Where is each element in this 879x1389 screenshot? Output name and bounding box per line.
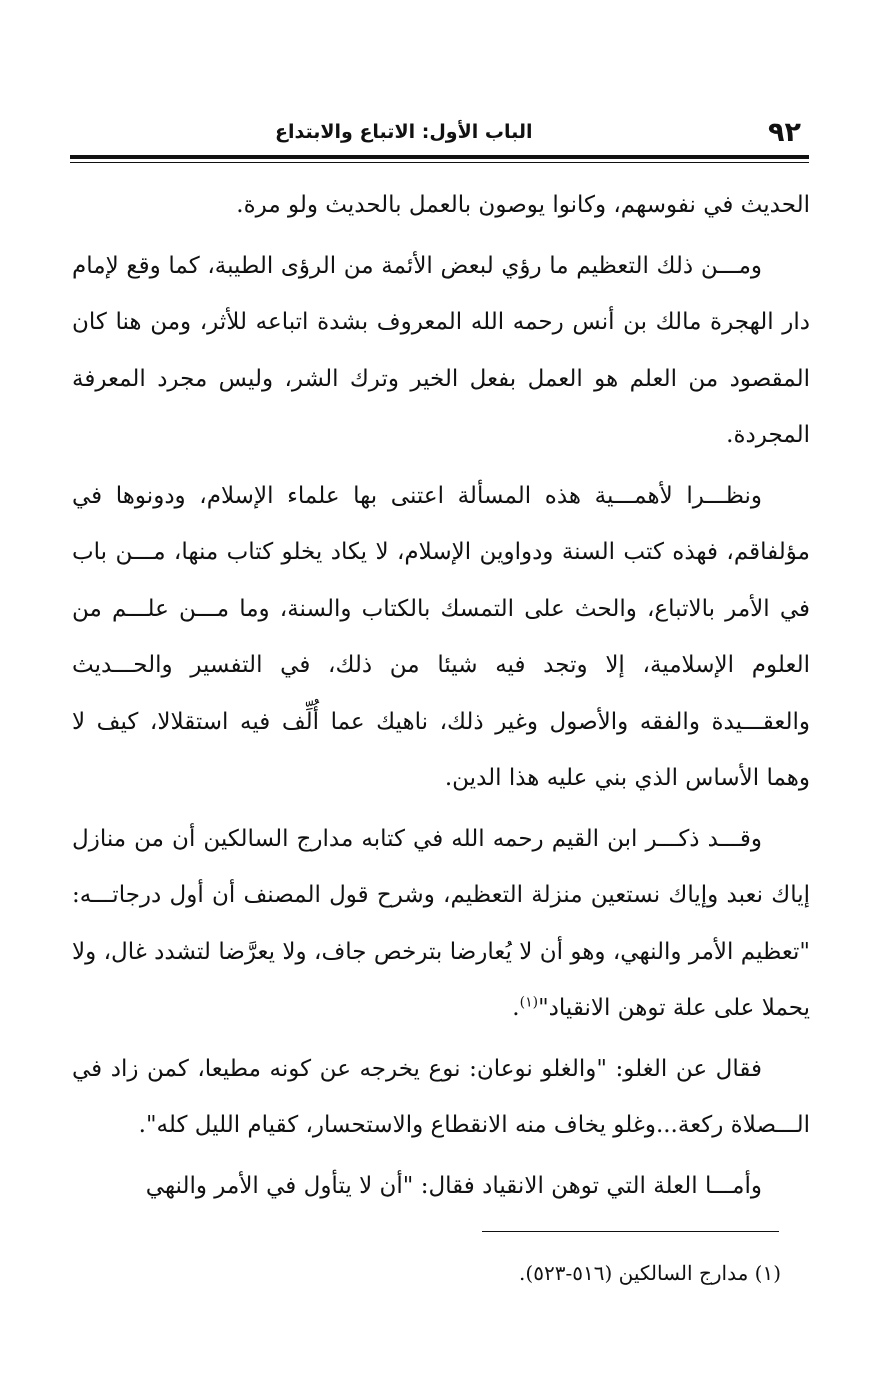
header-rule-thick [70, 155, 809, 159]
footnote-reference: (١) [519, 994, 539, 1011]
running-title: الباب الأول: الاتباع والابتداع [275, 121, 533, 143]
paragraph-2: ومـــن ذلك التعظيم ما رؤي لبعض الأئمة من الرؤى الطيبة، كما وقع لإمام دار الهجرة مالك بن أنس رحمه الله المعروف بشدة اتباعه للأثر، ومن هنا كان المقصود من العلم هو العمل بفعل الخير وترك الشر، وليس مجرد المعرفة المجردة. [72, 252, 810, 448]
footnote: (١) مدارج السالكين (٥١٦-٥٢٣). [519, 1261, 781, 1285]
body-text [72, 177, 810, 1214]
page-number: ٩٢ [768, 116, 801, 148]
header-rule-thin [70, 162, 809, 163]
page-header [70, 112, 809, 152]
paragraph-4-text: وقـــد ذكـــر ابن القيم رحمه الله في كتابه مدارج السالكين أن من منازل إياك نعبد وإياك نستعين منزلة التعظيم، وشرح قول المصنف أن أول درجاتـــه: "تعظيم الأمر والنهي، وهو أن لا يُعارضا بترخص جاف، ولا يعرَّضا لتشدد غال، ولا يحملا على علة توهن الانقياد" [72, 825, 810, 1021]
paragraph-6: وأمـــا العلة التي توهن الانقياد فقال: "أن لا يتأول في الأمر والنهي [145, 1172, 762, 1199]
paragraph-4 [72, 811, 810, 1037]
paragraph-3: ونظـــرا لأهمـــية هذه المسألة اعتنى بها علماء الإسلام، ودونوها في مؤلفاقم، فهذه كتب السنة ودواوين الإسلام، لا يكاد يخلو كتاب منها، مـــن باب في الأمر بالاتباع، والحث على التمسك بالكتاب والسنة، وما مـــن علـــم من العلوم الإسلامية، إلا وتجد فيه شيئا من ذلك، في التفسير والحـــديث والعقـــيدة والفقه والأصول وغير ذلك، ناهيك عما أُلِّف فيه استقلالا، كيف لا وهما الأساس الذي بني عليه هذا الدين. [72, 482, 810, 791]
paragraph-5: فقال عن الغلو: "والغلو نوعان: نوع يخرجه عن كونه مطيعا، كمن زاد في الـــصلاة ركعة...وغلو يخاف منه الانقطاع والاستحسار، كقيام الليل كله". [72, 1055, 810, 1138]
paragraph-4-end: . [512, 995, 520, 1021]
paragraph-1: الحديث في نفوسهم، وكانوا يوصون بالعمل بالحديث ولو مرة. [236, 192, 810, 218]
footnote-separator [482, 1231, 779, 1232]
